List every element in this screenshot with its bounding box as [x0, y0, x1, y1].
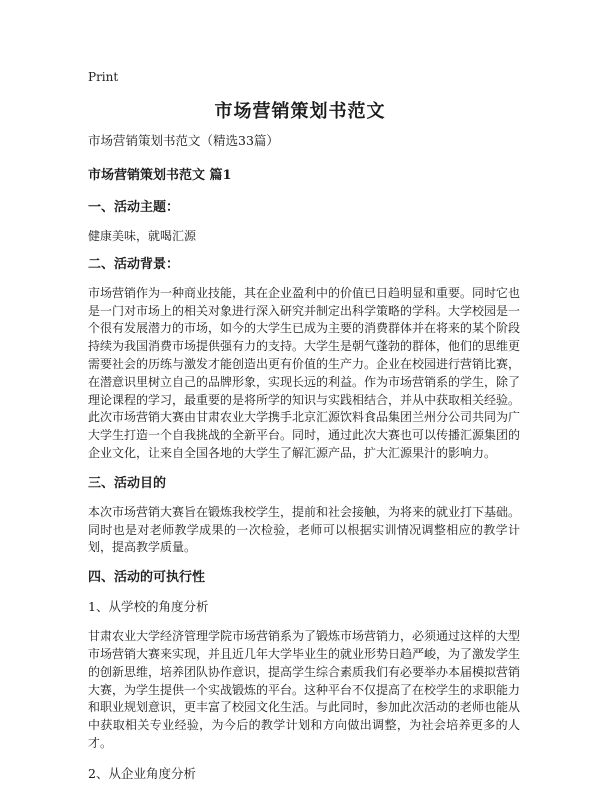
section-text-background: 市场营销作为一种商业技能，其在企业盈利中的价值已日趋明显和重要。同时它也是一门对市场上的相关对象进行深入研究并制定出科学策略的学科。大学校园是一个很有发展潜力的市场，如今的大学生已成为主要的消费群体并在将来的某个阶段持续为我国消费市场提供强有力的支持。大学生是朝气蓬勃的群体，他们的思维更需要社会的历练与激发才能创造出更有价值的生产力。企业在校园进行营销比赛，在潜意识里树立自己的品牌形象，实现长远的利益。作为市场营销系的学生，除了理论课程的学习，最重要的是将所学的知识与实践相结合，并从中获取相关经验。此次市场营销大赛由甘肃农业大学携手北京汇源饮料食品集团兰州分公司共同为广大学生打造一个自我挑战的全新平台。同时，通过此次大赛也可以传播汇源集团的企业文化，让来自全国各地的大学生了解汇源产品，扩大汇源果汁的影响力。 [88, 285, 521, 460]
article-title: 市场营销策划书范文 篇1 [88, 168, 232, 183]
section-heading-theme: 一、活动主题： [88, 200, 180, 215]
section-heading-purpose: 三、活动目的 [88, 475, 167, 491]
document-body [88, 132, 520, 795]
page-title: 市场营销策划书范文 [214, 101, 386, 122]
section-text-theme: 健康美味，就喝汇源 [88, 229, 197, 243]
document-subtitle: 市场营销策划书范文（精选33篇） [88, 133, 279, 148]
section-text-purpose: 本次市场营销大赛旨在锻炼我校学生，提前和社会接触，为将来的就业打下基础。同时也是对老师教学成果的一次检验，老师可以根据实训情况调整相应的教学计划，提高教学质量。 [88, 504, 521, 555]
section-heading-feasibility: 四、活动的可执行性 [88, 570, 206, 586]
subsection-text-school: 甘肃农业大学经济管理学院市场营销系为了锻炼市场营销力，必须通过这样的大型市场营销大赛来实现，并且近几年大学毕业生的就业形势日趋严峻，为了激发学生的创新思维，培养团队协作意识，提高学生综合素质我们有必要举办本届模拟营销大赛，为学生提供一个实战锻炼的平台。这种平台不仅提高了在校学生的求职能力和职业规划意识，更丰富了校园文化生活。与此同时，参加此次活动的老师也能从中获取相关专业经验，为今后的教学计划和方向做出调整，为社会培养更多的人才。 [88, 629, 521, 750]
print-label: Print [88, 70, 119, 84]
subsection-heading-school: 1、从学校的角度分析 [88, 599, 209, 615]
subsection-heading-enterprise: 2、从企业角度分析 [88, 765, 196, 781]
section-heading-background: 二、活动背景： [88, 256, 180, 272]
